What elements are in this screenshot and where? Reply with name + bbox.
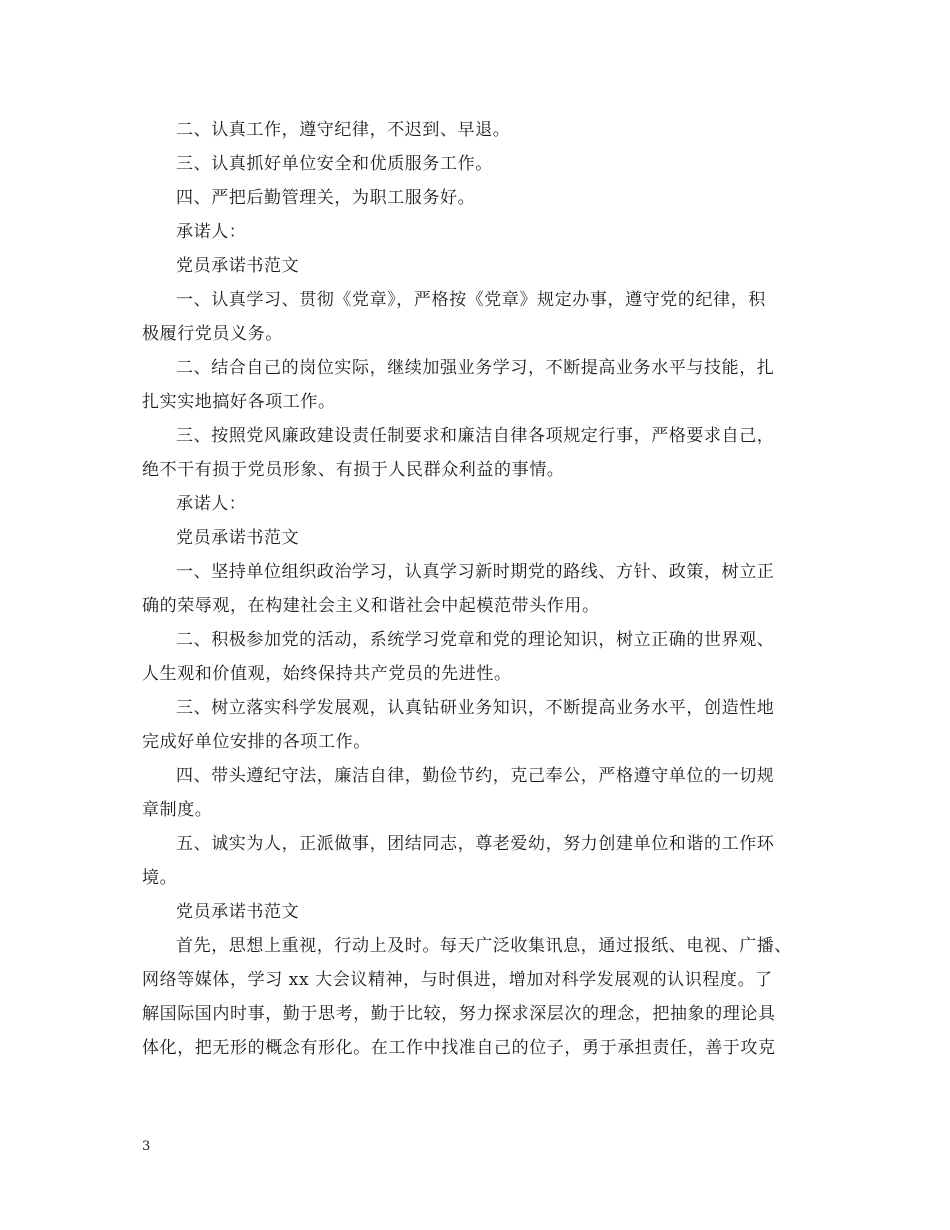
paragraph-line: 扎实实地搞好各项工作。 (142, 392, 336, 412)
paragraph-line: 三、按照党风廉政建设责任制要求和廉洁自律各项规定行事，严格要求自己， (176, 426, 775, 446)
section-heading: 党员承诺书范文 (176, 528, 300, 548)
paragraph-line: 体化，把无形的概念有形化。在工作中找准自己的位子，勇于承担责任，善于攻克 (142, 1038, 776, 1058)
paragraph-line: 三、认真抓好单位安全和优质服务工作。 (176, 154, 493, 174)
paragraph-line: 三、树立落实科学发展观，认真钻研业务知识，不断提高业务水平，创造性地 (176, 698, 775, 718)
paragraph-line: 绝不干有损于党员形象、有损于人民群众利益的事情。 (142, 460, 565, 480)
paragraph-line: 四、严把后勤管理关，为职工服务好。 (176, 188, 476, 208)
paragraph-line: 二、认真工作，遵守纪律，不迟到、早退。 (176, 120, 511, 140)
page-number: 3 (142, 1139, 151, 1154)
paragraph-line: 五、诚实为人，正派做事，团结同志，尊老爱幼，努力创建单位和谐的工作环 (176, 834, 775, 854)
signature-label: 承诺人： (176, 222, 247, 242)
paragraph-line: 二、积极参加党的活动，系统学习党章和党的理论知识，树立正确的世界观、 (176, 630, 775, 650)
paragraph-line: 首先，思想上重视，行动上及时。每天广泛收集讯息，通过报纸、电视、广播、 (176, 936, 792, 956)
paragraph-line: 确的荣辱观，在构建社会主义和谐社会中起模范带头作用。 (142, 596, 600, 616)
paragraph-line: 人生观和价值观，始终保持共产党员的先进性。 (142, 664, 512, 684)
paragraph-line: 网络等媒体，学习 xx 大会议精神，与时俱进，增加对科学发展观的认识程度。了 (142, 970, 773, 990)
section-heading: 党员承诺书范文 (176, 902, 300, 922)
paragraph-line: 一、认真学习、贯彻《党章》，严格按《党章》规定办事，遵守党的纪律，积 (176, 290, 766, 310)
signature-label: 承诺人： (176, 494, 247, 514)
paragraph-line: 解国际国内时事，勤于思考，勤于比较，努力探求深层次的理念，把抽象的理论具 (142, 1004, 776, 1024)
paragraph-line: 完成好单位安排的各项工作。 (142, 732, 371, 752)
paragraph-line: 一、坚持单位组织政治学习，认真学习新时期党的路线、方针、政策，树立正 (176, 562, 775, 582)
paragraph-line: 二、结合自己的岗位实际，继续加强业务学习，不断提高业务水平与技能，扎 (176, 358, 775, 378)
paragraph-line: 境。 (142, 868, 178, 888)
paragraph-line: 四、带头遵纪守法，廉洁自律，勤俭节约，克己奉公，严格遵守单位的一切规 (176, 766, 775, 786)
paragraph-line: 章制度。 (142, 800, 213, 820)
section-heading: 党员承诺书范文 (176, 256, 300, 276)
paragraph-line: 极履行党员义务。 (142, 324, 283, 344)
